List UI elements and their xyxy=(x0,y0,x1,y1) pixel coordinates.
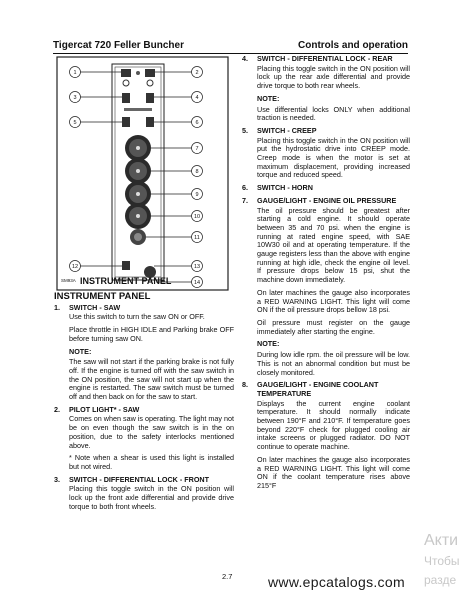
list-item-4 xyxy=(242,55,410,123)
note-label: NOTE: xyxy=(257,93,280,103)
callout-3: 3 xyxy=(73,95,77,101)
item-title: PILOT LIGHT* - SAW xyxy=(69,404,140,414)
page-number: 2.7 xyxy=(222,572,233,581)
item-number: 8. xyxy=(242,380,248,390)
watermark-line-2: Чтобы xyxy=(424,554,460,568)
footer-url: www.epcatalogs.com xyxy=(268,574,405,590)
list-item-7 xyxy=(242,197,410,377)
list-item-3 xyxy=(54,476,234,512)
list-item-2 xyxy=(54,406,234,472)
item-paragraph: Place throttle in HIGH IDLE and Parking brake OFF before turning saw ON. xyxy=(69,325,234,343)
callout-2: 2 xyxy=(195,70,199,76)
note-label: NOTE: xyxy=(257,339,280,349)
note-text: The saw will not start if the parking brake is not fully off. If the engine is turned off with the saw switch in the ON position, the saw will not start up when the engine is restarted. The saw switch must be turned off and then back on for the saw to start. xyxy=(69,357,234,402)
list-item-1 xyxy=(54,304,234,402)
watermark-line-3: разде xyxy=(424,573,457,587)
item-title: SWITCH - CREEP xyxy=(257,125,317,135)
callout-10: 10 xyxy=(193,214,201,220)
callout-13: 13 xyxy=(193,264,201,270)
callout-8: 8 xyxy=(195,169,199,175)
header-section: Controls and operation xyxy=(298,40,408,51)
watermark-line-1: Акти xyxy=(424,532,459,549)
note-label: NOTE: xyxy=(69,346,92,356)
instrument-panel-drawing xyxy=(56,56,230,292)
item-paragraph: Placing this toggle switch in the ON position will lock up the front axle differential and provide drive torque to both front wheels. xyxy=(69,484,234,511)
note-text: Use differential locks ONLY when additional traction is needed. xyxy=(257,104,410,123)
list-item-6 xyxy=(242,184,410,193)
item-title: GAUGE/LIGHT - ENGINE COOLANT TEMPERATURE xyxy=(257,380,379,398)
item-title: GAUGE/LIGHT - ENGINE OIL PRESSURE xyxy=(257,195,397,205)
callout-12: 12 xyxy=(71,264,79,270)
item-paragraph: Oil pressure must register on the gauge immediately after starting the engine. xyxy=(257,317,410,336)
instrument-panel-figure xyxy=(56,56,230,292)
callout-6: 6 xyxy=(195,120,199,126)
item-number: 7. xyxy=(242,195,248,205)
item-number: 2. xyxy=(54,404,60,414)
figure-caption: INSTRUMENT PANEL xyxy=(80,276,172,286)
section-title: INSTRUMENT PANEL xyxy=(54,291,151,302)
item-title: SWITCH - HORN xyxy=(257,183,313,193)
header-title: Tigercat 720 Feller Buncher xyxy=(53,40,184,51)
item-number: 1. xyxy=(54,302,60,312)
item-number: 3. xyxy=(54,474,60,484)
item-paragraph: On later machines the gauge also incorporates a RED WARNING LIGHT. This light will come ON if the coolant temperature rises above 215°F xyxy=(257,454,410,490)
note-text: During low idle rpm. the oil pressure will be low. This is not an abnormal condition but must be closely monitored. xyxy=(257,350,410,377)
item-paragraph: Displays the current engine coolant temperature. It should normally indicate between 190°F and 210°F. If temperature goes beyond 220°F check for plugged cooling air intake screens or plugged radiator. DO NOT continue to operate machine. xyxy=(257,398,410,452)
callout-4: 4 xyxy=(195,95,199,101)
item-paragraph: Use this switch to turn the saw ON or OFF. xyxy=(69,312,205,322)
callout-5: 5 xyxy=(73,120,77,126)
item-title: SWITCH - SAW xyxy=(69,302,121,312)
item-number: 4. xyxy=(242,54,248,63)
list-item-8 xyxy=(242,381,410,490)
item-paragraph: Comes on when saw is operating. The light may not be on even though the saw switch is in the on position, due to the safety interlocks mentioned above. xyxy=(69,414,234,450)
figure-code: SM93A xyxy=(61,278,76,283)
callout-14: 14 xyxy=(193,280,201,286)
item-paragraph: The oil pressure should be greatest after starting a cold engine. It should operate between 35 and 70 psi. when the engine is running at rated engine speed, with SAE 10W30 oil and at operating temperature. If the gauge registers less than the above with engine running at high idle, check the engine oil level. If pressure drops below 15 psi, shut the machine down immediately. xyxy=(257,205,410,285)
item-title: SWITCH - DIFFERENTIAL LOCK - FRONT xyxy=(69,474,210,484)
item-number: 5. xyxy=(242,125,248,135)
item-title: SWITCH - DIFFERENTIAL LOCK - REAR xyxy=(257,54,393,63)
item-paragraph: * Note when a shear is used this light is installed but not wired. xyxy=(69,453,234,471)
callout-11: 11 xyxy=(194,235,200,241)
callout-7: 7 xyxy=(195,146,199,152)
callout-9: 9 xyxy=(195,192,199,198)
list-item-5 xyxy=(242,127,410,180)
callout-1: 1 xyxy=(73,70,77,76)
item-number: 6. xyxy=(242,183,248,193)
left-column xyxy=(54,293,234,515)
right-column xyxy=(242,55,410,495)
item-paragraph: Placing this toggle switch in the ON position will put the hydrostatic drive into CREEP mode. Creep mode is when the motor is set at maximum displacement, providing increased torque and reduced speed. xyxy=(257,135,410,180)
item-paragraph: On later machines the gauge also incorporates a RED WARNING LIGHT. This light will come ON if the oil pressure drops bellow 18 psi. xyxy=(257,287,410,315)
item-paragraph: Placing this toggle switch in the ON position will lock up the rear axle differential and provide drive torque to both rear wheels. xyxy=(257,63,410,91)
